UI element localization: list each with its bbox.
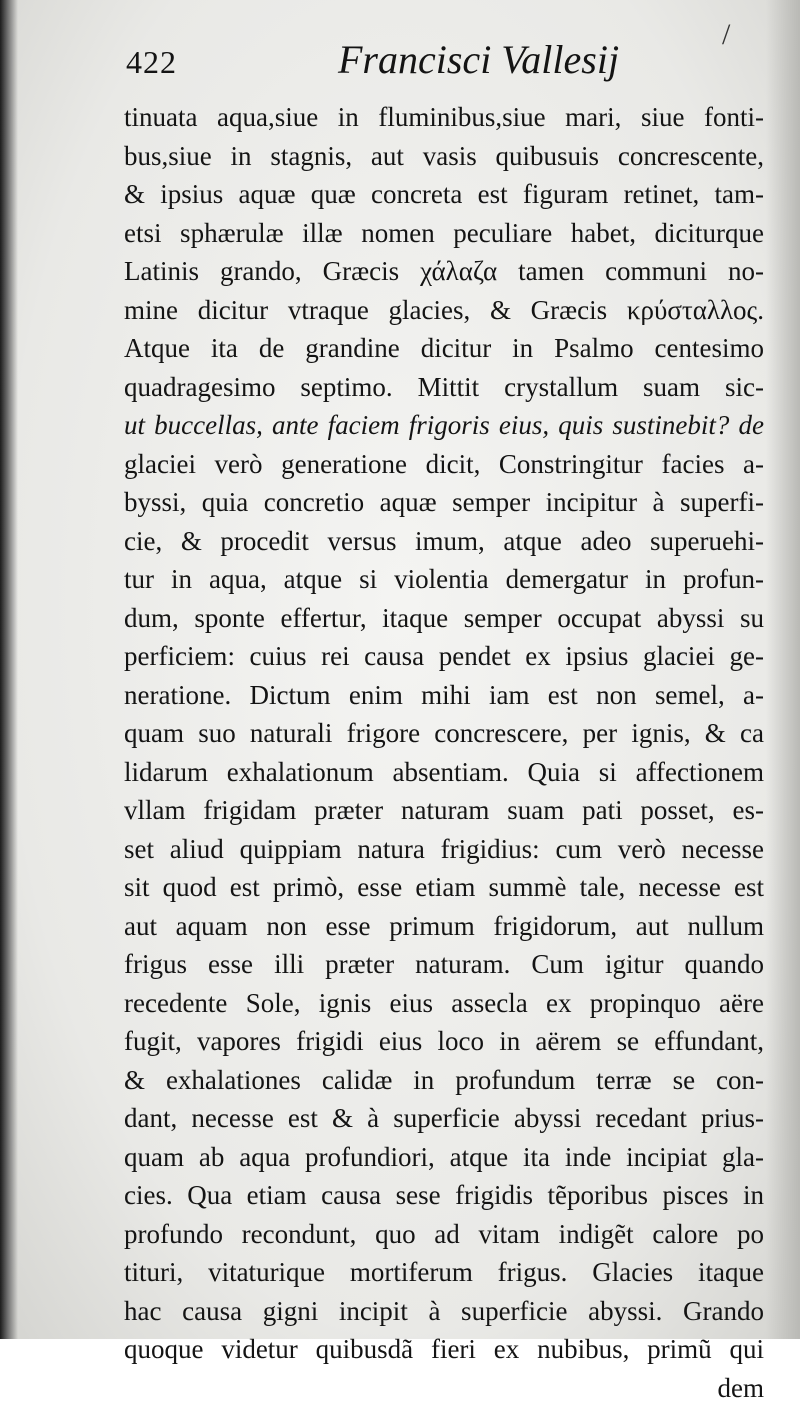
text-line: mine dicitur vtraque glacies, & Græcis κρύσταλλος. [124, 291, 764, 330]
text-line: tinuata aqua,siue in fluminibus,siue mari, siue fonti- [124, 98, 764, 137]
text-line: & ipsius aquæ quæ concreta est figuram retinet, tam- [124, 175, 764, 214]
text-line: byssi, quia concretio aquæ semper incipitur à superfi- [124, 483, 764, 522]
text-line: Latinis grando, Græcis χάλαζα tamen communi no- [124, 252, 764, 291]
text-line: aut aquam non esse primum frigidorum, aut nullum [124, 907, 764, 946]
running-head: Francisci Vallesij [338, 36, 619, 83]
catchword: dem [124, 1369, 764, 1407]
page-header [126, 28, 746, 88]
text-line: & exhalationes calidæ in profundum terræ se con- [124, 1061, 764, 1100]
body-text [124, 98, 764, 1407]
text-line: set aliud quippiam natura frigidius: cum verò necesse [124, 830, 764, 869]
page-gutter-shadow [0, 0, 18, 1339]
text-line: neratione. Dictum enim mihi iam est non semel, a- [124, 676, 764, 715]
text-line: dum, sponte effertur, itaque semper occupat abyssi su [124, 599, 764, 638]
header-mark: / [722, 18, 730, 52]
text-line: cies. Qua etiam causa sese frigidis tẽporibus pisces in [124, 1176, 764, 1215]
text-line: quadragesimo septimo. Mittit crystallum suam sic- [124, 368, 764, 407]
text-line: fugit, vapores frigidi eius loco in aërem se effundant, [124, 1022, 764, 1061]
text-line: dant, necesse est & à superficie abyssi recedant prius- [124, 1099, 764, 1138]
text-line: quam ab aqua profundiori, atque ita inde incipiat gla- [124, 1138, 764, 1177]
text-line: tituri, vitaturique mortiferum frigus. Glacies itaque [124, 1253, 764, 1292]
text-line: recedente Sole, ignis eius assecla ex propinquo aëre [124, 984, 764, 1023]
text-line: tur in aqua, atque si violentia demergatur in profun- [124, 560, 764, 599]
text-line: vllam frigidam præter naturam suam pati posset, es- [124, 791, 764, 830]
page-edge-shadow [766, 0, 800, 1339]
text-line: lidarum exhalationum absentiam. Quia si affectionem [124, 753, 764, 792]
text-line: Atque ita de grandine dicitur in Psalmo centesimo [124, 329, 764, 368]
text-line: frigus esse illi præter naturam. Cum igitur quando [124, 945, 764, 984]
page-number: 422 [126, 44, 177, 81]
text-line: sit quod est primò, esse etiam summè tale, necesse est [124, 868, 764, 907]
text-line: bus,siue in stagnis, aut vasis quibusuis concrescente, [124, 137, 764, 176]
text-line: glaciei verò generatione dicit, Constringitur facies a- [124, 445, 764, 484]
text-line: cie, & procedit versus imum, atque adeo superuehi- [124, 522, 764, 561]
text-line-quotation: ut buccellas, ante faciem frigoris eius, quis sustinebit? de [124, 406, 764, 445]
text-line: hac causa gigni incipit à superficie abyssi. Grando [124, 1292, 764, 1331]
text-line: quoque videtur quibusdã fieri ex nubibus, primũ qui [124, 1330, 764, 1369]
text-line: quam suo naturali frigore concrescere, per ignis, & ca [124, 714, 764, 753]
text-line: etsi sphærulæ illæ nomen peculiare habet, diciturque [124, 214, 764, 253]
text-line: perficiem: cuius rei causa pendet ex ipsius glaciei ge- [124, 637, 764, 676]
text-line: profundo recondunt, quo ad vitam indigẽt calore po [124, 1215, 764, 1254]
